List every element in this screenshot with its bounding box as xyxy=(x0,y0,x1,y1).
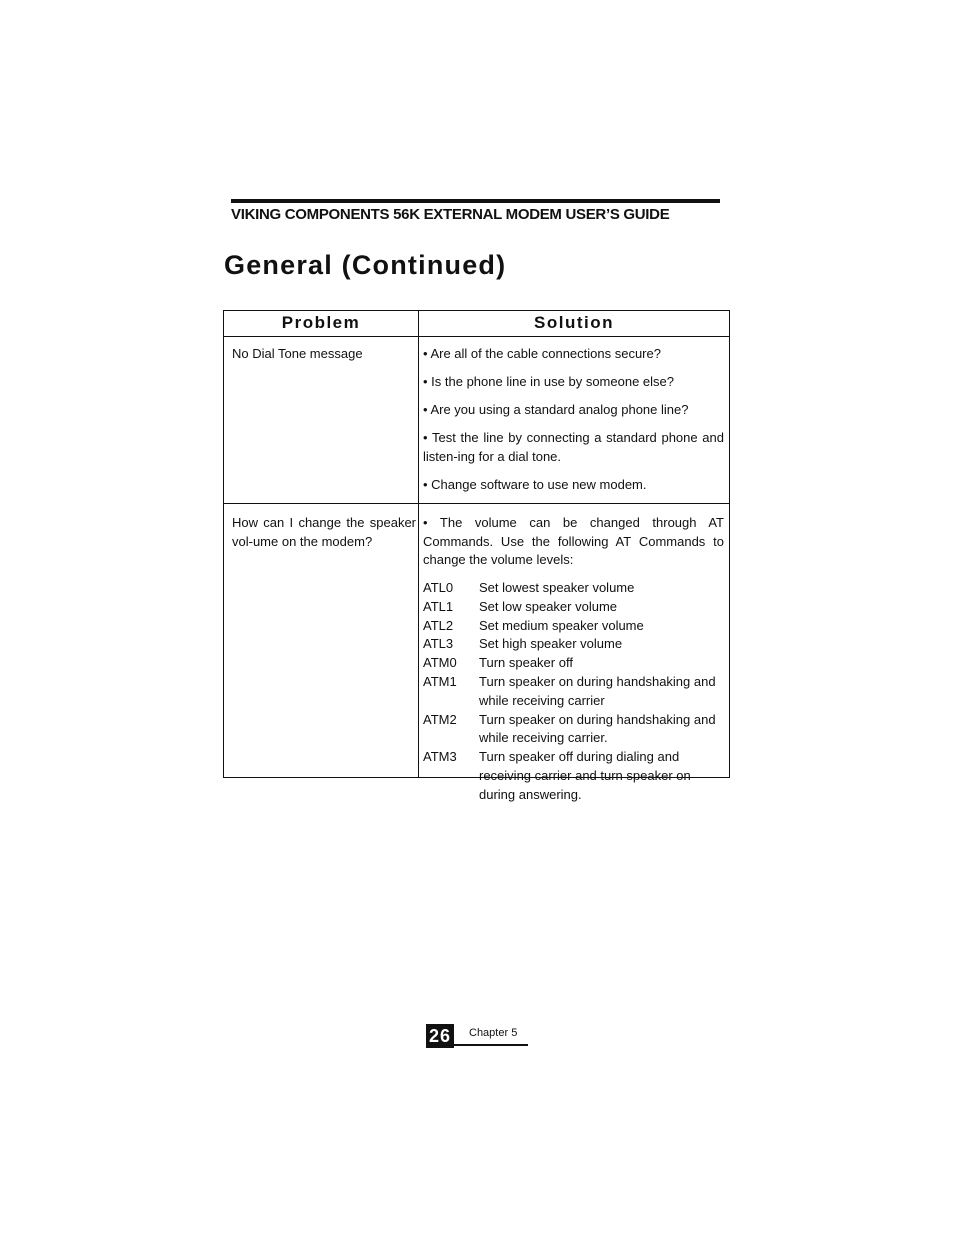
command-description: Set high speaker volume xyxy=(479,636,623,652)
command-code: ATL0 xyxy=(423,580,454,595)
command-row xyxy=(423,654,724,673)
command-description: Set low speaker volume xyxy=(479,598,618,614)
command-code: ATL3 xyxy=(423,636,454,652)
command-row xyxy=(423,598,724,617)
command-row xyxy=(423,711,724,749)
command-row xyxy=(423,748,724,804)
solution-item: • Test the line by connecting a standard phone and listen-ing for a dial tone. xyxy=(423,430,724,464)
command-description: Set lowest speaker volume xyxy=(479,580,635,595)
command-description: Set medium speaker volume xyxy=(479,617,644,633)
solution-column-header: Solution xyxy=(534,313,614,332)
solution-item: • Are all of the cable connections secure? xyxy=(423,346,661,361)
command-code: ATL2 xyxy=(423,617,454,633)
problem-column-header: Problem xyxy=(281,313,361,332)
command-code: ATM3 xyxy=(423,749,457,765)
solution-item: • Is the phone line in use by someone else? xyxy=(423,374,674,389)
solution-intro: • The volume can be changed through AT Commands. Use the following AT Commands to change the volume levels: xyxy=(423,515,724,567)
problem-cell-speaker-volume: How can I change the speaker vol-ume on the modem? xyxy=(232,515,416,549)
command-description: Turn speaker off during dialing and receiving carrier and turn speaker on during answering. xyxy=(479,749,691,802)
command-row xyxy=(423,635,724,654)
column-divider xyxy=(418,311,419,777)
command-code: ATM2 xyxy=(423,711,457,727)
header-rule xyxy=(231,199,720,203)
command-code: ATM1 xyxy=(423,673,457,689)
command-row xyxy=(423,673,724,711)
command-code: ATM0 xyxy=(423,655,457,671)
guide-title: VIKING COMPONENTS 56K EXTERNAL MODEM USER’S GUIDE xyxy=(231,206,670,223)
command-row xyxy=(423,579,724,598)
command-row xyxy=(423,617,724,636)
chapter-label: Chapter 5 xyxy=(469,1027,518,1039)
command-code: ATL1 xyxy=(423,598,454,614)
troubleshooting-table xyxy=(223,310,730,802)
solution-cell-speaker-volume xyxy=(423,514,724,805)
header-divider xyxy=(224,336,729,337)
solution-item: • Are you using a standard analog phone line? xyxy=(423,402,689,417)
problem-cell-dial-tone: No Dial Tone message xyxy=(232,346,363,361)
solution-cell-dial-tone xyxy=(423,345,724,504)
section-title: General (Continued) xyxy=(224,250,507,280)
solution-item: • Change software to use new modem. xyxy=(423,476,647,492)
command-description: Turn speaker on during handshaking and while receiving carrier xyxy=(479,673,716,708)
footer-rule xyxy=(454,1044,528,1046)
command-description: Turn speaker off xyxy=(479,655,573,671)
command-description: Turn speaker on during handshaking and while receiving carrier. xyxy=(479,711,716,746)
page-number: 26 xyxy=(426,1024,454,1048)
